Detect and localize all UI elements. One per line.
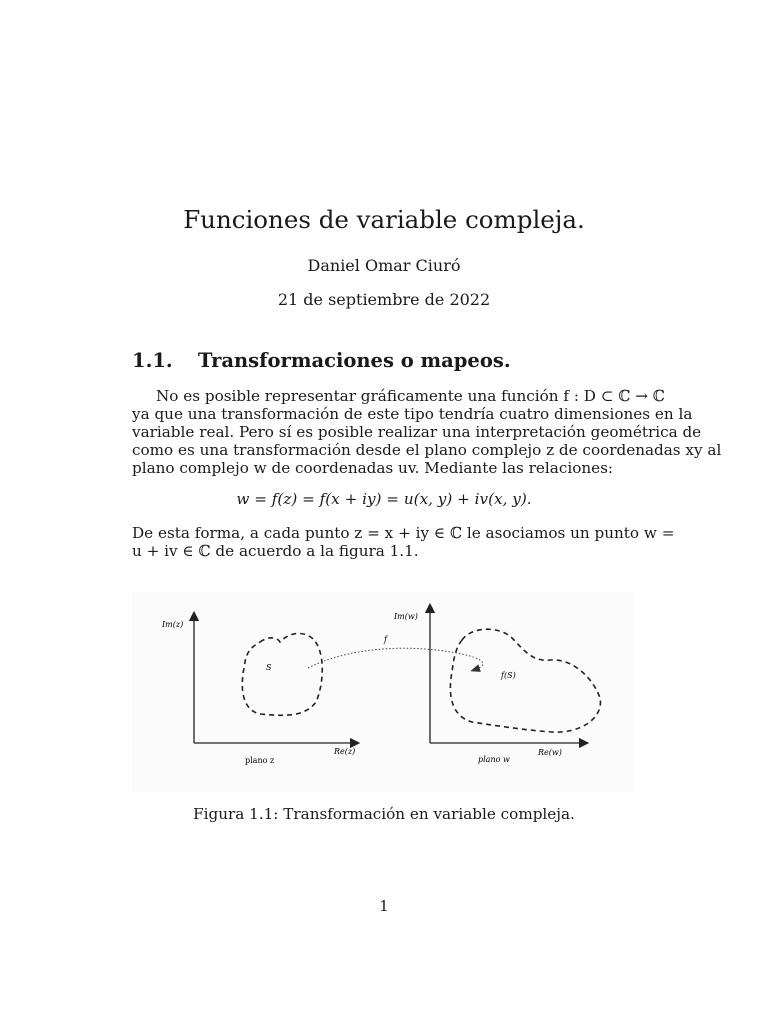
map-label: f bbox=[384, 635, 387, 644]
paragraph-1-line-3: variable real. Pero sí es posible realizar una interpretación geométrica de bbox=[132, 423, 702, 441]
section-title: Transformaciones o mapeos. bbox=[198, 349, 511, 372]
right-axis-y-label: Im(w) bbox=[394, 612, 418, 621]
figure-1-1 bbox=[132, 592, 634, 792]
paper-title: Funciones de variable compleja. bbox=[183, 205, 585, 234]
paragraph-2-line-2: u + iv ∈ ℂ de acuerdo a la figura 1.1. bbox=[132, 542, 419, 560]
date: 21 de septiembre de 2022 bbox=[277, 290, 491, 309]
author: Daniel Omar Ciuró bbox=[307, 256, 461, 275]
right-plane-label: plano w bbox=[478, 755, 510, 764]
page-number: 1 bbox=[379, 897, 389, 915]
section-heading bbox=[132, 349, 511, 372]
left-axis-y-label: Im(z) bbox=[162, 620, 184, 629]
paragraph-2 bbox=[132, 524, 675, 560]
paragraph-1 bbox=[132, 387, 722, 477]
region-s-label: S bbox=[266, 663, 272, 672]
region-s bbox=[242, 633, 322, 715]
paragraph-1-line-4: como es una transformación desde el plano complejo z de coordenadas xy al bbox=[132, 441, 722, 459]
right-axis-x-label: Re(w) bbox=[538, 748, 562, 757]
equation-text: w = f(z) = f(x + iy) = u(x, y) + iv(x, y). bbox=[236, 490, 532, 508]
paragraph-1-line-5: plano complejo w de coordenadas uv. Mediante las relaciones: bbox=[132, 459, 614, 477]
figure-diagram bbox=[132, 592, 634, 792]
paragraph-2-line-1: De esta forma, a cada punto z = x + iy ∈ ℂ le asociamos un punto w = bbox=[132, 524, 675, 542]
equation bbox=[0, 490, 768, 508]
region-fs-label: f(S) bbox=[501, 671, 516, 680]
paragraph-1-line-1: No es posible representar gráficamente una función f : D ⊂ ℂ → ℂ bbox=[156, 387, 665, 405]
left-axis-x-label: Re(z) bbox=[334, 747, 356, 756]
figure-caption: Figura 1.1: Transformación en variable compleja. bbox=[193, 805, 575, 823]
paragraph-1-line-2: ya que una transformación de este tipo tendría cuatro dimensiones en la bbox=[132, 405, 693, 423]
section-number: 1.1. bbox=[132, 349, 173, 372]
left-plane-label: plano z bbox=[245, 756, 275, 765]
region-fs bbox=[450, 629, 600, 732]
